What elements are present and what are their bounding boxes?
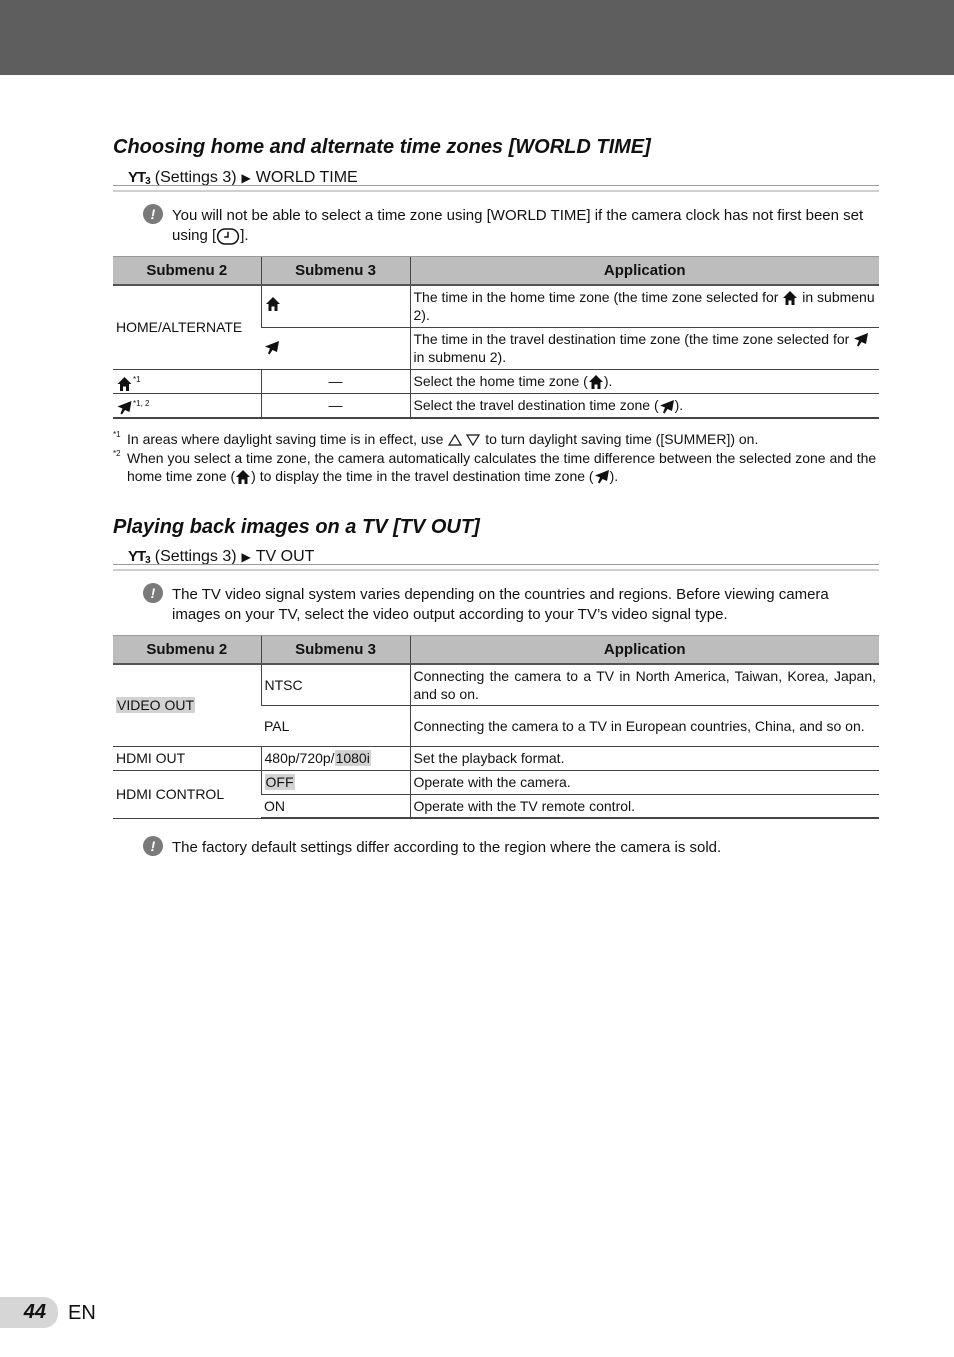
alternate-option-cell <box>261 327 410 369</box>
table-cell: ON <box>261 794 410 818</box>
table-cell: Select the home time zone ( ). <box>410 369 879 393</box>
table-row <box>113 285 879 327</box>
video-out-cell: VIDEO OUT <box>113 664 261 746</box>
home-icon <box>116 376 133 392</box>
footnote-1: *1 In areas where daylight saving time is in effect, use to turn daylight saving time ([SUMMER]) on. <box>113 430 759 447</box>
alternate-cell: *1, 2 <box>113 393 261 418</box>
home-icon <box>235 469 251 485</box>
column-header: Submenu 3 <box>261 257 410 286</box>
language-label: EN <box>68 1302 96 1324</box>
home-alternate-cell: HOME/ALTERNATE <box>113 285 261 369</box>
table-cell: NTSC <box>261 664 410 705</box>
table-row <box>113 770 879 794</box>
airplane-icon <box>594 469 610 485</box>
table-cell: Connecting the camera to a TV in European countries, China, and so on. <box>410 705 879 746</box>
column-header: Submenu 2 <box>113 257 261 286</box>
home-cell: *1 <box>113 369 261 393</box>
table-cell: 480p/720p/1080i <box>261 746 410 770</box>
table-cell: HDMI OUT <box>113 746 261 770</box>
menu-path-label: (Settings 3) <box>154 169 237 186</box>
table-cell: — <box>261 393 410 418</box>
settings-3-icon: $YT_3$ <box>128 548 150 566</box>
world-time-table <box>113 256 879 419</box>
up-down-arrows-icon <box>447 433 481 447</box>
section-rule <box>113 564 879 571</box>
clock-icon <box>216 228 240 245</box>
note-text: The factory default settings differ according to the region where the camera is sold. <box>172 839 722 856</box>
table-cell: Operate with the TV remote control. <box>410 794 879 818</box>
table-row <box>113 393 879 418</box>
footnote-2: *2 When you select a time zone, the camera automatically calculates the time difference between the selected zone and the home time zone ( ) to display the time in the travel destination time zone ( ). <box>113 448 877 484</box>
home-icon <box>588 374 604 390</box>
caution-icon: ! <box>143 836 163 856</box>
table-cell: PAL <box>261 705 410 746</box>
table-cell: Operate with the camera. <box>410 770 879 794</box>
arrow-right-icon: ▶ <box>241 550 251 564</box>
column-header: Submenu 2 <box>113 636 261 665</box>
column-header: Application <box>410 257 879 286</box>
table-cell: The time in the travel destination time zone (the time zone selected for in submenu 2). <box>410 327 879 369</box>
table-row <box>113 746 879 770</box>
table-cell: HDMI CONTROL <box>113 770 261 818</box>
page-number: 44 <box>0 1297 58 1328</box>
home-icon <box>265 296 281 312</box>
note-factory-default <box>143 838 879 858</box>
airplane-icon <box>853 332 869 348</box>
table-cell: The time in the home time zone (the time zone selected for in submenu 2). <box>410 285 879 327</box>
table-cell: Select the travel destination time zone ( ). <box>410 393 879 418</box>
table-cell: Connecting the camera to a TV in North America, Taiwan, Korea, Japan, and so on. <box>410 664 879 705</box>
menu-path-label: (Settings 3) <box>154 548 237 565</box>
airplane-icon <box>116 400 133 416</box>
tv-out-table <box>113 635 879 819</box>
caution-icon: ! <box>143 204 163 224</box>
section-title-tv-out: Playing back images on a TV [TV OUT] <box>113 516 480 538</box>
home-option-cell <box>261 285 410 327</box>
note-tv-signal <box>143 585 879 625</box>
table-cell: Set the playback format. <box>410 746 879 770</box>
footnotes <box>113 430 879 486</box>
header-bar <box>0 0 954 75</box>
table-cell: OFF <box>261 770 410 794</box>
section-rule <box>113 185 879 192</box>
note-text: You will not be able to select a time zone using [WORLD TIME] if the camera clock has not first been set using [ ]. <box>172 207 864 244</box>
settings-3-icon: $YT_3$ <box>128 169 150 187</box>
table-row <box>113 369 879 393</box>
caution-icon: ! <box>143 583 163 603</box>
arrow-right-icon: ▶ <box>241 171 251 185</box>
note-clock <box>143 206 879 246</box>
table-cell: — <box>261 369 410 393</box>
menu-path-item: WORLD TIME <box>255 169 358 186</box>
column-header: Application <box>410 636 879 665</box>
airplane-icon <box>659 399 675 415</box>
table-row <box>113 664 879 705</box>
column-header: Submenu 3 <box>261 636 410 665</box>
note-text: The TV video signal system varies depending on the countries and regions. Before viewing camera images on your TV, select the video output according to your TV’s video signal type. <box>172 586 829 623</box>
airplane-icon <box>264 340 280 356</box>
section-title-world-time: Choosing home and alternate time zones [WORLD TIME] <box>113 136 651 158</box>
home-icon <box>782 290 798 306</box>
menu-path-item: TV OUT <box>255 548 315 565</box>
